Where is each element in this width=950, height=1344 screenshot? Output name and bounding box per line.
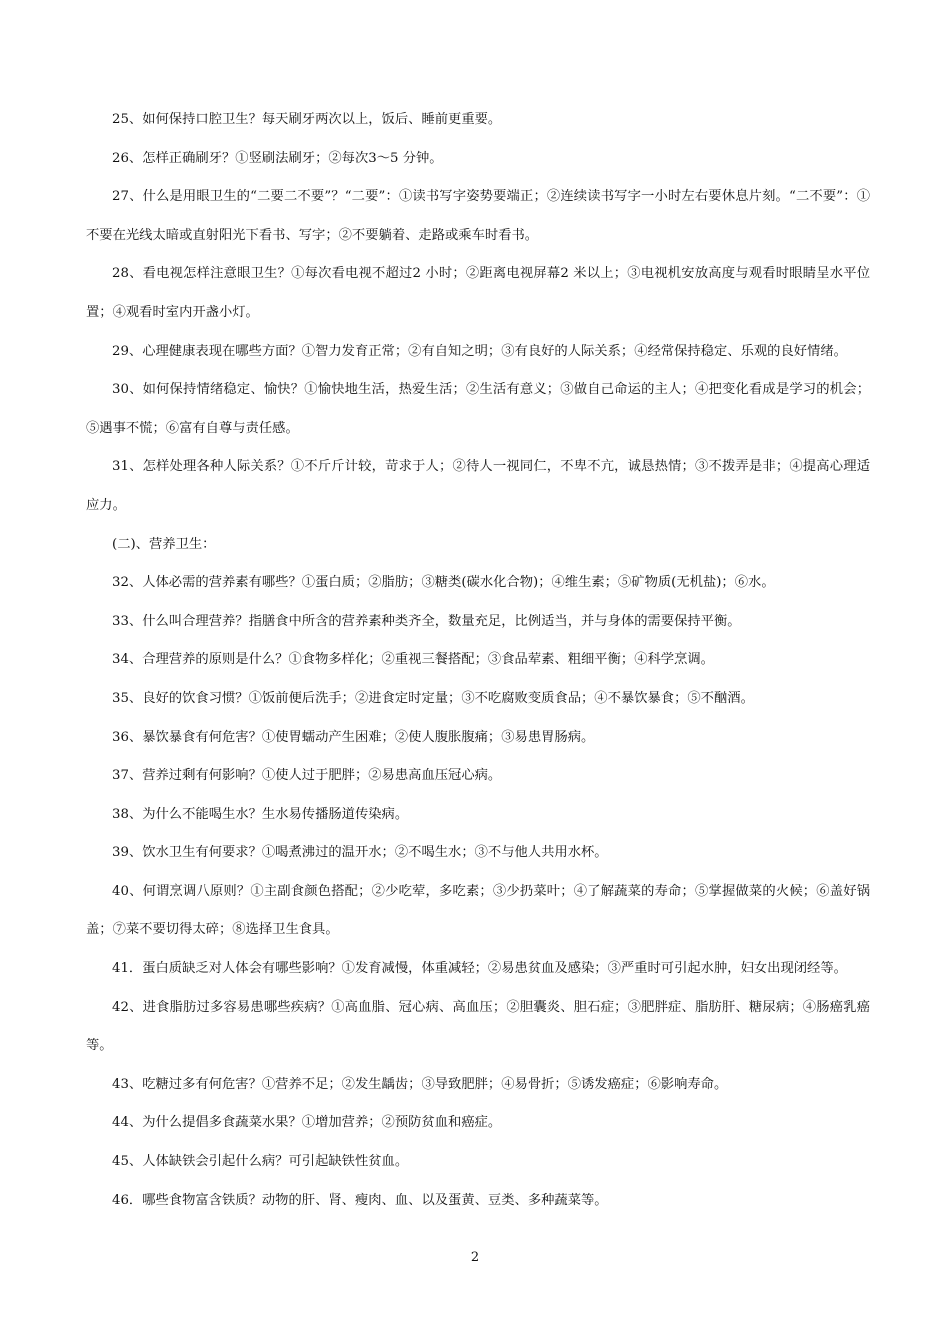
paragraph-q44: 44、为什么提倡多食蔬菜水果？①增加营养；②预防贫血和癌症。 xyxy=(112,1115,502,1131)
paragraph-q45: 45、人体缺铁会引起什么病？可引起缺铁性贫血。 xyxy=(112,1154,409,1170)
paragraph-q42: 42、进食脂肪过多容易患哪些疾病？①高血脂、冠心病、高血压；②胆囊炎、胆石症；③肥胖症、脂肪肝、糖尿病；④肠癌乳癌等。 xyxy=(86,999,870,1054)
paragraph-q35: 35、良好的饮食习惯？①饭前便后洗手；②进食定时定量；③不吃腐败变质食品；④不暴饮暴食；⑤不酗酒。 xyxy=(112,690,754,706)
paragraph-q34: 34、合理营养的原则是什么？①食物多样化；②重视三餐搭配；③食品荤素、粗细平衡；④科学烹调。 xyxy=(112,652,714,668)
document-body xyxy=(86,101,870,1220)
paragraph-q41: 41．蛋白质缺乏对人体会有哪些影响？①发育减慢，体重减轻；②易患贫血及感染；③严重时可引起水肿，妇女出现闭经等。 xyxy=(112,961,847,977)
paragraph-q39: 39、饮水卫生有何要求？①喝煮沸过的温开水；②不喝生水；③不与他人共用水杯。 xyxy=(112,845,608,861)
paragraph-q43: 43、吃糖过多有何危害？①营养不足；②发生龋齿；③导致肥胖；④易骨折；⑤诱发癌症；⑥影响寿命。 xyxy=(112,1076,728,1092)
paragraph-q33: 33、什么叫合理营养？指膳食中所含的营养素种类齐全，数量充足，比例适当，并与身体的需要保持平衡。 xyxy=(112,613,741,629)
paragraph-q25: 25、如何保持口腔卫生？每天刷牙两次以上，饭后、睡前更重要。 xyxy=(112,112,502,127)
section-heading-nutrition: (二)、营养卫生： xyxy=(112,536,216,552)
paragraph-q28: 28、看电视怎样注意眼卫生？①每次看电视不超过2 小时；②距离电视屏幕2 米以上；③电视机安放高度与观看时眼睛呈水平位置；④观看时室内开盏小灯。 xyxy=(86,266,870,320)
paragraph-q26: 26、怎样正确刷牙？①竖刷法刷牙；②每次3～5 分钟。 xyxy=(112,150,443,166)
paragraph-q46: 46．哪些食物富含铁质？动物的肝、肾、瘦肉、血、以及蛋黄、豆类、多种蔬菜等。 xyxy=(112,1192,608,1208)
paragraph-q40: 40、何谓烹调八原则？①主副食颜色搭配；②少吃荤，多吃素；③少扔菜叶；④了解蔬菜的寿命；⑤掌握做菜的火候；⑥盖好锅盖；⑦菜不要切得太碎；⑧选择卫生食具。 xyxy=(86,883,870,938)
paragraph-q38: 38、为什么不能喝生水？生水易传播肠道传染病。 xyxy=(112,806,409,822)
paragraph-q32: 32、人体必需的营养素有哪些？①蛋白质；②脂肪；③糖类(碳水化合物)；④维生素；⑤矿物质(无机盐)；⑥水。 xyxy=(112,575,775,591)
paragraph-q27: 27、什么是用眼卫生的“二要二不要”？“二要”：①读书写字姿势要端正；②连续读书写字一小时左右要休息片刻。“二不要”：①不要在光线太暗或直射阳光下看书、写字；②不要躺着、走路或乘车时看书。 xyxy=(86,189,870,243)
paragraph-q37: 37、营养过剩有何影响？①使人过于肥胖；②易患高血压冠心病。 xyxy=(112,768,502,784)
page-number: 2 xyxy=(470,1250,480,1265)
paragraph-q29: 29、心理健康表现在哪些方面？①智力发育正常；②有自知之明；③有良好的人际关系；④经常保持稳定、乐观的良好情绪。 xyxy=(112,343,847,359)
paragraph-q30: 30、如何保持情绪稳定、愉快？①愉快地生活，热爱生活；②生活有意义；③做自己命运的主人；④把变化看成是学习的机会；⑤遇事不慌；⑥富有自尊与责任感。 xyxy=(86,382,870,436)
paragraph-q31: 31、怎样处理各种人际关系？①不斤斤计较，苛求于人；②待人一视同仁，不卑不亢，诚恳热情；③不拨弄是非；④提高心理适应力。 xyxy=(86,459,870,513)
paragraph-q36: 36、暴饮暴食有何危害？①使胃蠕动产生困难；②使人腹胀腹痛；③易患胃肠病。 xyxy=(112,729,595,745)
